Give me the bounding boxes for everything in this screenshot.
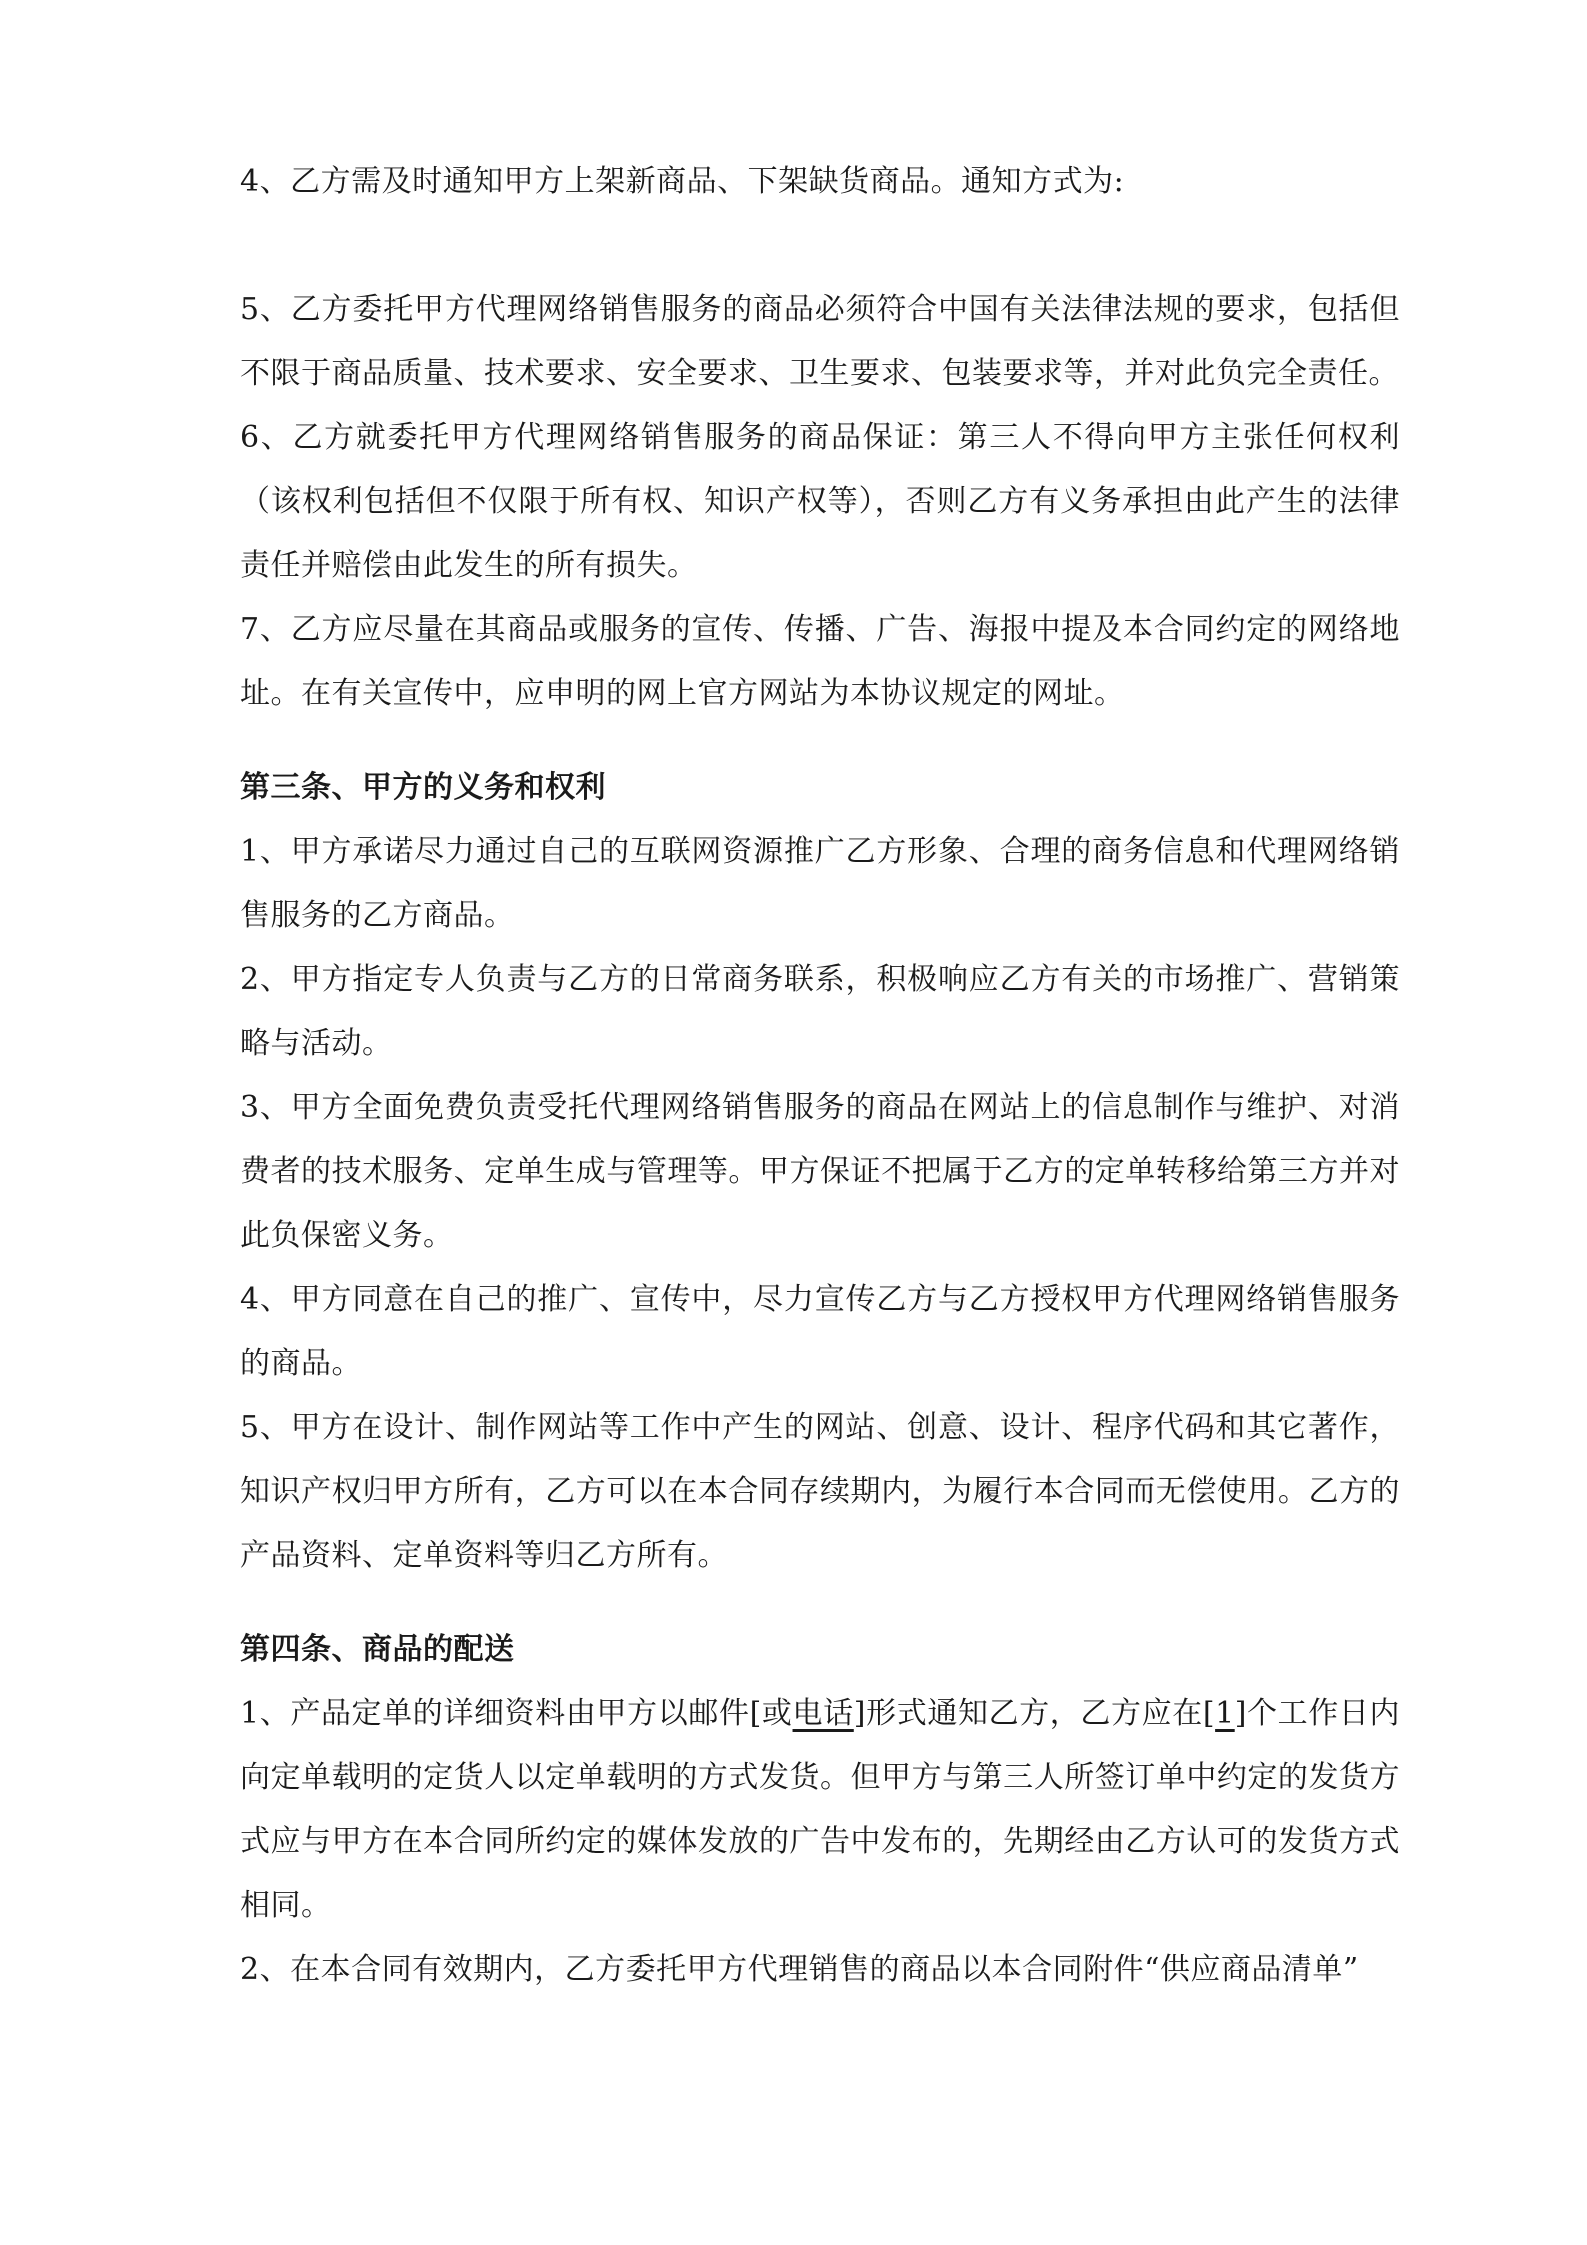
section2-item-5: 5、乙方委托甲方代理网络销售服务的商品必须符合中国有关法律法规的要求，包括但不限于商品质量、技术要求、安全要求、卫生要求、包装要求等，并对此负完全责任。	[240, 292, 1400, 391]
blank-gap	[240, 214, 1400, 278]
section4-item-1-text-b: ]形式通知乙方，乙方应在[	[853, 1696, 1216, 1731]
section3-item-1: 1、甲方承诺尽力通过自己的互联网资源推广乙方形象、合理的商务信息和代理网络销售服务的乙方商品。	[240, 834, 1400, 933]
section-gap	[240, 1588, 1400, 1618]
section-gap	[240, 726, 1400, 756]
section2-item-4: 4、乙方需及时通知甲方上架新商品、下架缺货商品。通知方式为:	[240, 164, 1125, 199]
section2-item-6: 6、乙方就委托甲方代理网络销售服务的商品保证：第三人不得向甲方主张任何权利（该权利包括但不仅限于所有权、知识产权等），否则乙方有义务承担由此产生的法律责任并赔偿由此发生的所有损失。	[240, 420, 1400, 583]
document-page	[240, 150, 1400, 2002]
section4-item-1-text-a: 1、产品定单的详细资料由甲方以邮件[或	[240, 1696, 793, 1731]
section3-item-4: 4、甲方同意在自己的推广、宣传中，尽力宣传乙方与乙方授权甲方代理网络销售服务的商品。	[240, 1282, 1400, 1381]
section3-item-5: 5、甲方在设计、制作网站等工作中产生的网站、创意、设计、程序代码和其它著作，知识产权归甲方所有，乙方可以在本合同存续期内，为履行本合同而无偿使用。乙方的产品资料、定单资料等归乙方所有。	[240, 1410, 1400, 1573]
notify-method-blank: 电话	[792, 1696, 854, 1731]
section4-item-1-text-c: ]个工作日内向定单载明的定货人以定单载明的方式发货。但甲方与第三人所签订单中约定的发货方式应与甲方在本合同所约定的媒体发放的广告中发布的，先期经由乙方认可的发货方式相同。	[240, 1696, 1400, 1923]
workdays-blank: 1	[1215, 1696, 1235, 1731]
section2-item-7: 7、乙方应尽量在其商品或服务的宣传、传播、广告、海报中提及本合同约定的网络地址。在有关宣传中，应申明的网上官方网站为本协议规定的网址。	[240, 612, 1400, 711]
section3-item-2: 2、甲方指定专人负责与乙方的日常商务联系，积极响应乙方有关的市场推广、营销策略与活动。	[240, 962, 1400, 1061]
section4-title: 第四条、商品的配送	[240, 1632, 515, 1667]
section4-item-1	[240, 1682, 1400, 1938]
section3-title: 第三条、甲方的义务和权利	[240, 770, 606, 805]
section3-item-3: 3、甲方全面免费负责受托代理网络销售服务的商品在网站上的信息制作与维护、对消费者的技术服务、定单生成与管理等。甲方保证不把属于乙方的定单转移给第三方并对此负保密义务。	[240, 1090, 1400, 1253]
section4-item-2: 2、在本合同有效期内，乙方委托甲方代理销售的商品以本合同附件“供应商品清单”	[240, 1952, 1359, 1987]
